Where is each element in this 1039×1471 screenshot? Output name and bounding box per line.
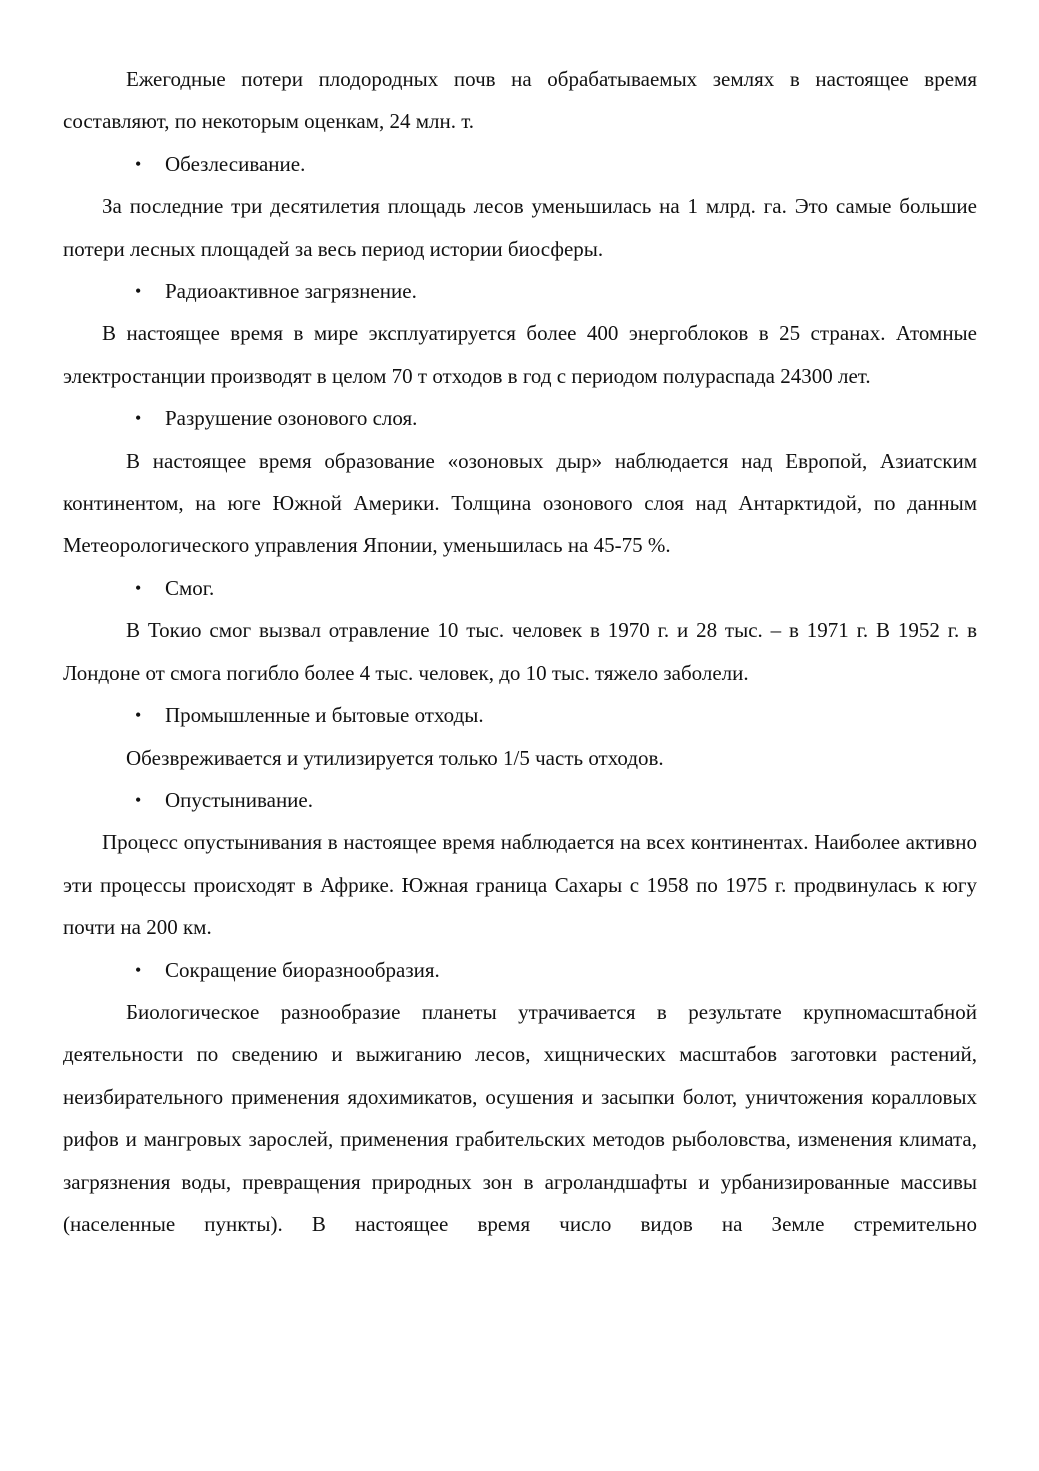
bullet-label: Обезлесивание. bbox=[165, 151, 306, 176]
paragraph-nuclear: В настоящее время в мире эксплуатируется более 400 энергоблоков в 25 странах. Атомные электростанции производят в целом 70 т отходов в год с периодом полураспада 24300 лет. bbox=[63, 321, 977, 388]
bullet-desertification bbox=[63, 779, 977, 821]
bullet-deforestation bbox=[63, 143, 977, 185]
bullet-icon: • bbox=[135, 408, 142, 429]
bullet-label: Сокращение биоразнообразия. bbox=[165, 957, 440, 982]
paragraph-biodiversity: Биологическое разнообразие планеты утрачивается в результате крупномасштабной деятельности по сведению и выжиганию лесов, хищнических масштабов заготовки растений, неизбирательного применения ядохимикатов, осушения и засыпки болот, уничтожения коралловых рифов и мангровых зарослей, применения грабительских методов рыболовства, изменения климата, загрязнения воды, превращения природных зон в агроландшафты и урбанизированные массивы (населенные пункты). В настоящее время число видов на Земле стремительно bbox=[63, 999, 977, 1236]
bullet-label: Опустынивание. bbox=[165, 787, 313, 812]
bullet-label: Разрушение озонового слоя. bbox=[165, 406, 418, 431]
bullet-icon: • bbox=[135, 705, 142, 726]
paragraph-smog: В Токио смог вызвал отравление 10 тыс. человек в 1970 г. и 28 тыс. – в 1971 г. В 1952 г. в Лондоне от смога погибло более 4 тыс. человек, до 10 тыс. тяжело заболели. bbox=[63, 618, 977, 685]
bullet-icon: • bbox=[135, 577, 142, 598]
bullet-icon: • bbox=[135, 153, 142, 174]
paragraph-desertification: Процесс опустынивания в настоящее время наблюдается на всех континентах. Наиболее активно эти процессы происходят в Африке. Южная граница Сахары с 1958 по 1975 г. продвинулась к югу почти на 200 км. bbox=[63, 830, 977, 940]
document-page bbox=[63, 58, 977, 1245]
bullet-icon: • bbox=[135, 281, 142, 302]
paragraph-ozone-holes: В настоящее время образование «озоновых дыр» наблюдается над Европой, Азиатским континентом, на юге Южной Америки. Толщина озонового слоя над Антарктидой, по данным Метеорологического управления Японии, уменьшилась на 45-75 %. bbox=[63, 448, 977, 558]
bullet-icon: • bbox=[135, 959, 142, 980]
paragraph-waste: Обезвреживается и утилизируется только 1/5 часть отходов. bbox=[126, 745, 664, 770]
bullet-ozone bbox=[63, 397, 977, 439]
bullet-waste bbox=[63, 694, 977, 736]
bullet-smog bbox=[63, 567, 977, 609]
bullet-radioactive bbox=[63, 270, 977, 312]
bullet-icon: • bbox=[135, 789, 142, 810]
bullet-label: Радиоактивное загрязнение. bbox=[165, 279, 417, 304]
paragraph-forest-loss: За последние три десятилетия площадь лесов уменьшилась на 1 млрд. га. Это самые большие потери лесных площадей за весь период истории биосферы. bbox=[63, 194, 977, 261]
bullet-biodiversity bbox=[63, 949, 977, 991]
bullet-label: Смог. bbox=[165, 575, 215, 600]
bullet-label: Промышленные и бытовые отходы. bbox=[165, 703, 484, 728]
paragraph-soil-loss: Ежегодные потери плодородных почв на обрабатываемых землях в настоящее время составляют, по некоторым оценкам, 24 млн. т. bbox=[63, 67, 977, 134]
